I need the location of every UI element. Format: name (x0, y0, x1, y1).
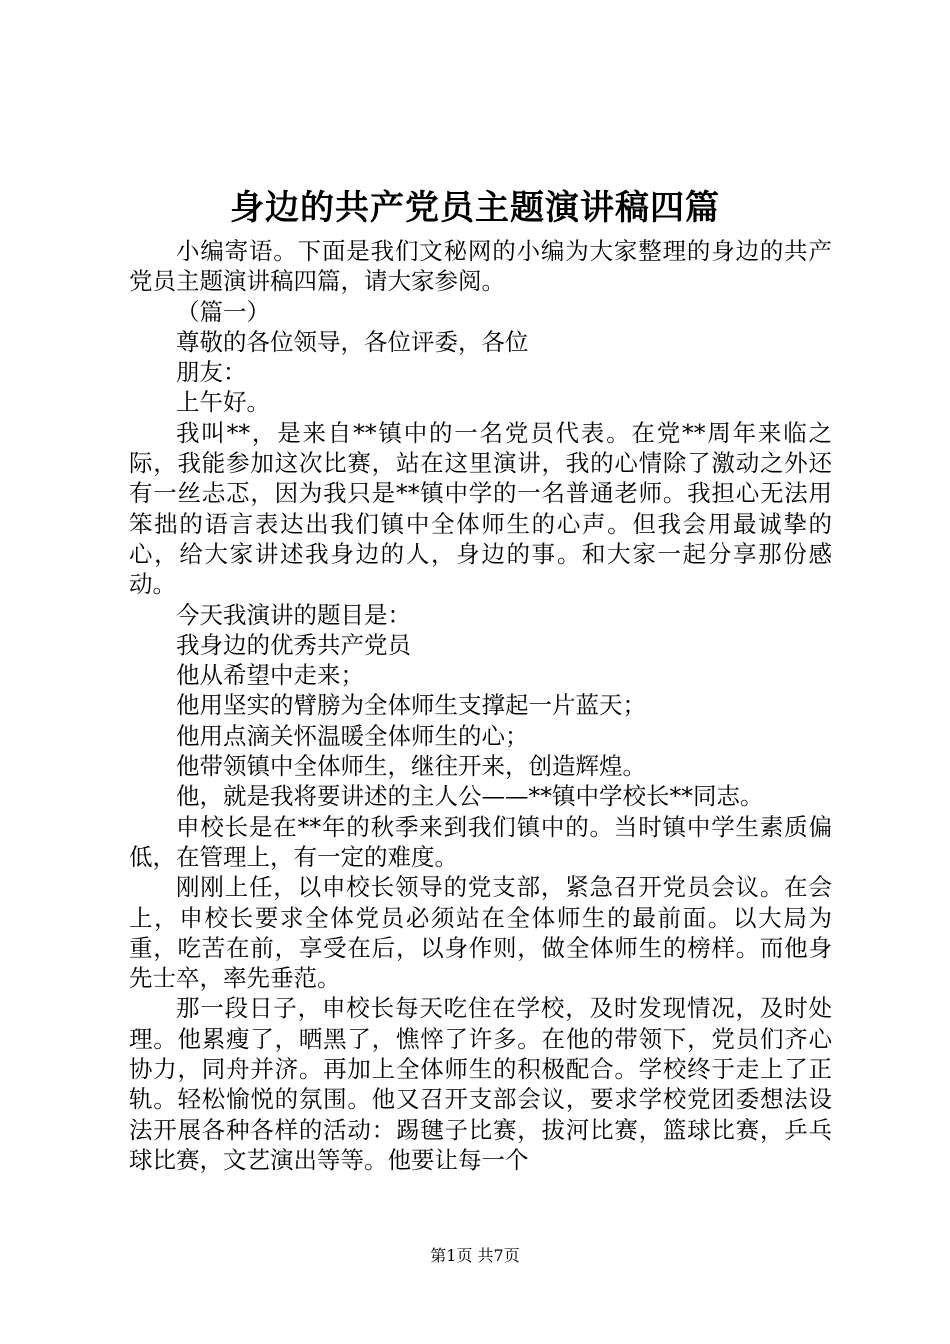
paragraph: 尊敬的各位领导，各位评委，各位 (176, 327, 529, 356)
paragraph: 今天我演讲的题目是： (176, 600, 411, 629)
document-body (129, 236, 832, 1175)
paragraph: 我叫**，是来自**镇中的一名党员代表。在党**周年来临之际，我能参加这次比赛，站在这里演讲，我的心情除了激动之外还有一丝忐忑，因为我只是**镇中学的一名普通老师。我担心无法用笨拙的语言表达出我们镇中全体师生的心声。但我会用最诚挚的心，给大家讲述我身边的人，身边的事。和大家一起分享那份感动。 (129, 418, 832, 599)
paragraph: 刚刚上任，以申校长领导的党支部，紧急召开党员会议。在会上，申校长要求全体党员必须站在全体师生的最前面。以大局为重，吃苦在前，享受在后，以身作则，做全体师生的榜样。而他身先士卒，率先垂范。 (129, 873, 832, 993)
paragraph: 他用坚实的臂膀为全体师生支撑起一片蓝天； (176, 691, 646, 720)
page-footer: 第1页 共7页 (430, 1246, 520, 1265)
paragraph: 申校长是在**年的秋季来到我们镇中的。当时镇中学生素质偏低，在管理上，有一定的难度。 (129, 812, 832, 871)
paragraph: 他带领镇中全体师生，继往开来，创造辉煌。 (176, 752, 646, 781)
paragraph: 他，就是我将要讲述的主人公——**镇中学校长**同志。 (176, 782, 764, 811)
paragraph: 朋友： (176, 358, 247, 387)
paragraph: 上午好。 (176, 388, 270, 417)
paragraph: 小编寄语。下面是我们文秘网的小编为大家整理的身边的共产党员主题演讲稿四篇，请大家参阅。 (129, 237, 832, 296)
paragraph: 他从希望中走来； (176, 661, 364, 690)
document-title: 身边的共产党员主题演讲稿四篇 (230, 188, 720, 228)
paragraph: 我身边的优秀共产党员 (176, 630, 411, 659)
paragraph: 他用点滴关怀温暖全体师生的心； (176, 721, 529, 750)
paragraph: （篇一） (176, 297, 270, 326)
paragraph: 那一段日子，申校长每天吃住在学校，及时发现情况，及时处理。他累瘦了，晒黑了，憔悴了许多。在他的带领下，党员们齐心协力，同舟并济。再加上全体师生的积极配合。学校终于走上了正轨。轻松愉悦的氛围。他又召开支部会议，要求学校党团委想法设法开展各种各样的活动：踢毽子比赛，拔河比赛，篮球比赛，乒乓球比赛，文艺演出等等。他要让每一个 (129, 994, 832, 1174)
